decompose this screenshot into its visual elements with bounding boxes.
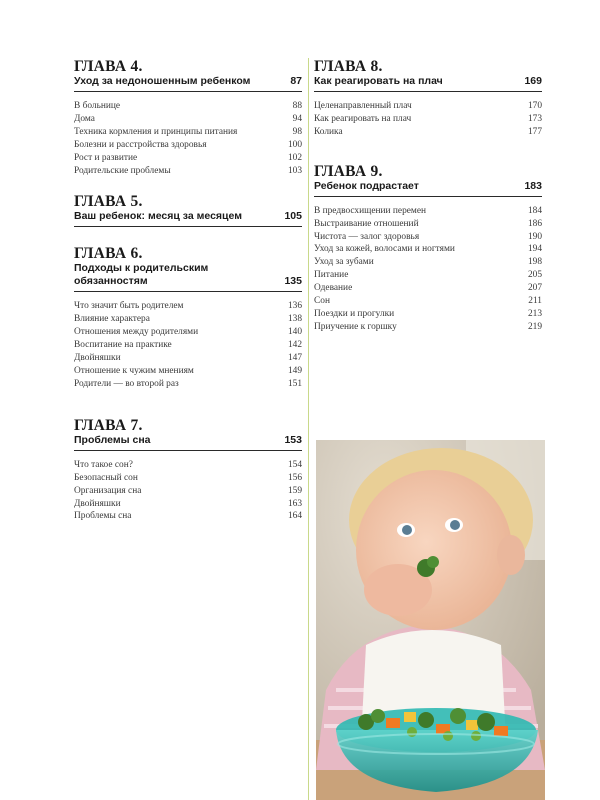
toc-entry-title: Безопасный сон	[74, 472, 138, 483]
chapter-page-number: 87	[290, 75, 302, 87]
chapter-page-number: 135	[284, 275, 302, 288]
toc-entry-page: 103	[287, 165, 302, 176]
toc-entry-page: 151	[287, 378, 302, 389]
toc-entry-title: Воспитание на практике	[74, 340, 172, 351]
toc-entry[interactable]	[74, 352, 302, 365]
toc-entry-page: 219	[527, 321, 542, 332]
toc-entry[interactable]	[74, 365, 302, 378]
chapter-label: ГЛАВА 4.	[74, 58, 143, 75]
chapter-heading[interactable]	[74, 262, 302, 292]
toc-entry-page: 205	[527, 270, 542, 281]
toc-entry[interactable]	[74, 459, 302, 472]
toc-entry[interactable]	[74, 165, 302, 178]
column-divider	[308, 58, 309, 800]
chapter-heading[interactable]	[314, 180, 542, 197]
photo-illustration-icon	[316, 440, 545, 800]
toc-entry[interactable]	[314, 205, 542, 218]
toc-entry[interactable]	[74, 139, 302, 152]
toc-entry-page: 100	[287, 139, 302, 150]
toc-entry-title: В предвосхищении перемен	[314, 205, 427, 216]
toc-entry-title: Одевание	[314, 283, 353, 294]
toc-entry-page: 136	[287, 301, 302, 312]
toc-entry[interactable]	[314, 321, 542, 334]
toc-entry-title: Проблемы сна	[74, 511, 132, 522]
toc-entry-page: 94	[292, 113, 302, 124]
toc-right-column	[314, 58, 542, 350]
chapter-section	[314, 163, 542, 334]
toc-entry-title: Что значит быть родителем	[74, 301, 184, 312]
toc-entry[interactable]	[314, 282, 542, 295]
toc-entry[interactable]	[314, 269, 542, 282]
toc-entry-title: Уход за зубами	[314, 257, 374, 268]
chapter-label: ГЛАВА 6.	[74, 245, 143, 263]
toc-entry-title: Отношения между родителями	[74, 327, 199, 338]
toc-entry-title: Питание	[314, 270, 349, 281]
chapter-heading[interactable]	[314, 75, 542, 92]
toc-entry-title: Сон	[314, 296, 330, 307]
toc-entry-page: 186	[527, 218, 542, 229]
toc-entry-page: 211	[528, 296, 542, 307]
toc-entry-title: Уход за кожей, волосами и ногтями	[314, 244, 455, 255]
chapter-page-number: 169	[524, 75, 542, 87]
chapter-label: ГЛАВА 5.	[74, 193, 143, 211]
chapter-section	[74, 245, 302, 390]
chapter-label: ГЛАВА 9.	[314, 162, 383, 180]
toc-entry[interactable]	[74, 472, 302, 485]
chapter-page-number: 105	[284, 210, 302, 223]
toc-entry[interactable]	[314, 126, 542, 139]
chapter-title: Ваш ребенок: месяц за месяцем	[74, 210, 242, 223]
toc-left-column	[74, 58, 302, 539]
toc-entry[interactable]	[314, 256, 542, 269]
toc-entry-page: 164	[287, 511, 302, 522]
toc-entry[interactable]	[314, 218, 542, 231]
toc-entry[interactable]	[74, 300, 302, 313]
toc-entry-page: 88	[292, 101, 302, 111]
chapter-title: Ребенок подрастает	[314, 179, 419, 192]
toc-entry-page: 149	[287, 365, 302, 376]
chapter-page-number: 183	[524, 179, 542, 192]
toc-entry-page: 142	[287, 340, 302, 351]
chapter-title: Подходы к родительским обязанностям	[74, 262, 209, 288]
chapter-heading[interactable]	[74, 434, 302, 451]
toc-entry[interactable]	[74, 326, 302, 339]
toc-entry-page: 98	[292, 126, 302, 137]
toc-entry-title: Техника кормления и принципы питания	[74, 126, 238, 137]
toc-entry-title: Болезни и расстройства здоровья	[74, 139, 207, 150]
toc-entry[interactable]	[314, 295, 542, 308]
toc-entry-page: 159	[287, 485, 302, 496]
chapter-page-number: 153	[284, 433, 302, 446]
toc-entry[interactable]	[74, 152, 302, 165]
toc-entry-page: 138	[287, 314, 302, 325]
toc-entry-title: Выстраивание отношений	[314, 218, 419, 229]
toc-entry-page: 198	[527, 257, 542, 268]
chapter-title: Как реагировать на плач	[314, 75, 443, 87]
toc-entry-title: Двойняшки	[74, 353, 121, 364]
toc-entry-page: 147	[287, 353, 302, 364]
chapter-section	[314, 58, 542, 139]
chapter-heading[interactable]	[74, 75, 302, 92]
toc-entry-title: Двойняшки	[74, 498, 121, 509]
toc-entry-title: Родители — во второй раз	[74, 378, 179, 389]
toc-entry-page: 163	[287, 498, 302, 509]
toc-entry[interactable]	[74, 113, 302, 126]
toc-entry-title: Рост и развитие	[74, 152, 138, 163]
chapter-title: Уход за недоношенным ребенком	[74, 75, 251, 87]
toc-entry-title: Целенаправленный плач	[314, 101, 412, 111]
toc-entry-page: 194	[527, 244, 542, 255]
chapter-heading[interactable]	[74, 210, 302, 227]
toc-entry[interactable]	[74, 485, 302, 498]
toc-entry[interactable]	[74, 100, 302, 113]
toc-entry-page: 156	[287, 472, 302, 483]
toc-entry[interactable]	[314, 113, 542, 126]
toc-entry-page: 213	[527, 308, 542, 319]
toc-entry-title: Колика	[314, 126, 343, 137]
baby-eating-photo	[316, 440, 545, 800]
toc-entry-page: 173	[527, 113, 542, 124]
toc-entry-page: 140	[287, 327, 302, 338]
toc-entry-page: 170	[527, 101, 542, 111]
toc-entry-title: Поездки и прогулки	[314, 308, 395, 319]
toc-entry-title: Дома	[74, 113, 95, 124]
toc-entry-title: Как реагировать на плач	[314, 113, 412, 124]
toc-entry-title: Отношение к чужим мнениям	[74, 365, 194, 376]
toc-entry[interactable]	[314, 308, 542, 321]
toc-entry-title: Что такое сон?	[74, 459, 133, 470]
toc-entry-title: Чистота — залог здоровья	[314, 231, 420, 242]
toc-entry[interactable]	[74, 313, 302, 326]
toc-entry-page: 177	[527, 126, 542, 137]
chapter-label: ГЛАВА 7.	[74, 416, 143, 434]
toc-entry[interactable]	[314, 243, 542, 256]
toc-entry-page: 207	[527, 283, 542, 294]
chapter-section	[74, 58, 302, 177]
toc-entry-title: В больнице	[74, 101, 121, 111]
chapter-title: Проблемы сна	[74, 433, 151, 446]
toc-entry[interactable]	[74, 378, 302, 391]
chapter-section	[74, 193, 302, 227]
toc-entry[interactable]	[314, 100, 542, 113]
toc-entry[interactable]	[74, 126, 302, 139]
toc-entry-page: 190	[527, 231, 542, 242]
toc-entry-page: 102	[287, 152, 302, 163]
toc-entry-title: Приучение к горшку	[314, 321, 397, 332]
toc-entry-page: 154	[287, 459, 302, 470]
chapter-label: ГЛАВА 8.	[314, 58, 383, 75]
toc-entry-title: Влияние характера	[74, 314, 150, 325]
toc-entry[interactable]	[314, 231, 542, 244]
toc-entry-title: Родительские проблемы	[74, 165, 171, 176]
toc-entry-title: Организация сна	[74, 485, 142, 496]
toc-entry[interactable]	[74, 498, 302, 511]
toc-entry[interactable]	[74, 510, 302, 523]
chapter-section	[74, 417, 302, 524]
toc-entry[interactable]	[74, 339, 302, 352]
toc-entry-page: 184	[527, 205, 542, 216]
